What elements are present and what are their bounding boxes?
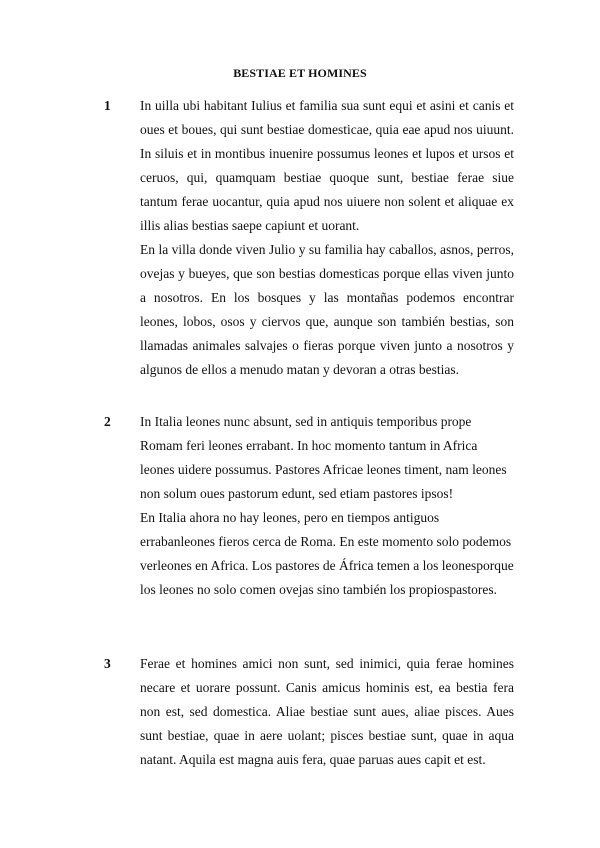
latin-paragraph: In Italia leones nunc absunt, sed in antiquis temporibus prope Romam feri leones errabant. In hoc momento tantum in Africa leones uidere possumus. Pastores Africae leones timent, nam leones non solum oues pastorum edunt, sed etiam pastores ipsos!: [140, 414, 507, 501]
section-body: [140, 94, 514, 382]
section-number: 2: [104, 414, 111, 429]
spanish-paragraph: En Italia ahora no hay leones, pero en tiempos antiguos errabanleones fieros cerca de Roma. En este momento solo podemos verleones en Africa. Los pastores de África temen a los leonesporque los leones no solo comen ovejas sino también los propiospastores.: [140, 510, 514, 597]
section-body: [140, 652, 514, 772]
spanish-paragraph: En la villa donde viven Julio y su familia hay caballos, asnos, perros, ovejas y bueyes, que son bestias domesticas porque ellas viven junto a nosotros. En los bosques y las montañas podemos encontrar leones, lobos, osos y ciervos que, aunque son también bestias, son llamadas animales salvajes o fieras porque viven junto a nosotros y algunos de ellos a menudo matan y devoran a otras bestias.: [140, 242, 514, 377]
document-title: BESTIAE ET HOMINES: [233, 66, 367, 80]
section-number: 1: [104, 98, 111, 113]
latin-paragraph: In uilla ubi habitant Iulius et familia sua sunt equi et asini et canis et oues et boues, qui sunt bestiae domesticae, quia eae apud nos uiuunt. In siluis et in montibus inuenire possumus leones et lupos et ursos et ceruos, qui, quamquam bestiae quoque sunt, bestiae ferae siue tantum ferae uocantur, quia apud nos uiuere non solent et aliquae ex illis alias bestias saepe capiunt et uorant.: [140, 98, 514, 233]
section-body: [140, 410, 514, 602]
latin-paragraph: Ferae et homines amici non sunt, sed inimici, quia ferae homines necare et uorare possunt. Canis amicus hominis est, ea bestia fera non est, sed domestica. Aliae bestiae sunt aues, aliae pisces. Aues sunt bestiae, quae in aere uolant; pisces bestiae sunt, quae in aqua natant. Aquila est magna auis fera, quae paruas aues capit et est.: [140, 656, 514, 767]
section-number: 3: [104, 656, 111, 671]
